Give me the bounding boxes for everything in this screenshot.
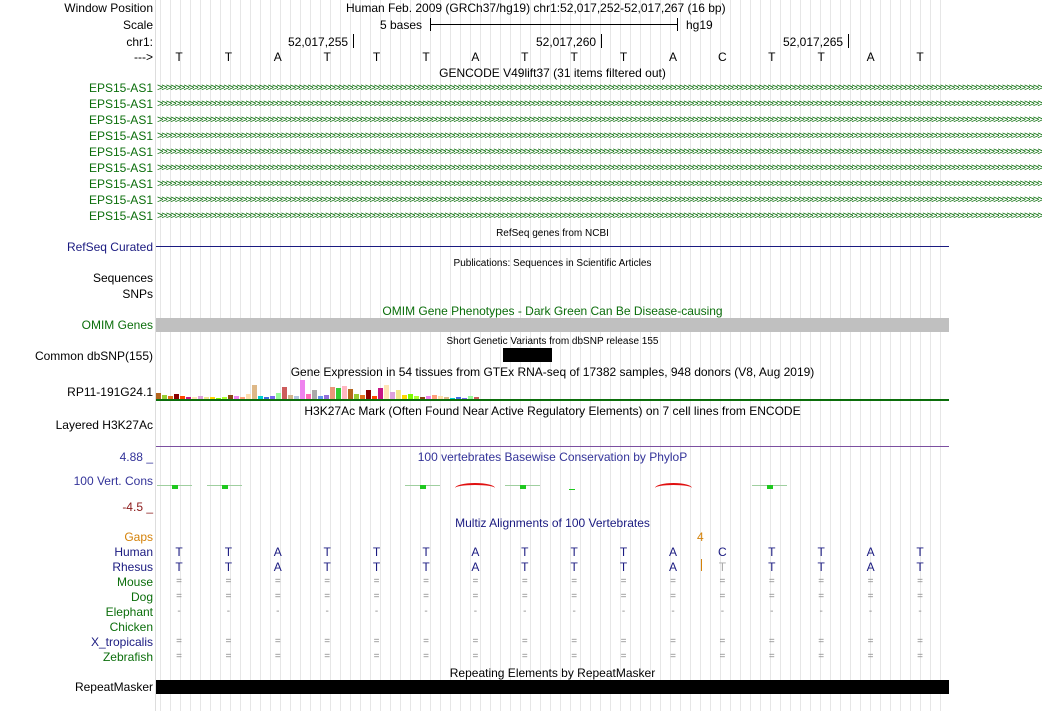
multiz-species-label[interactable]: Chicken: [109, 620, 153, 634]
alignment-match-symbol: =: [324, 651, 331, 662]
alignment-match-symbol: -: [572, 606, 576, 617]
gtex-tissue-bar[interactable]: [396, 390, 401, 399]
assembly-label: hg19: [686, 18, 713, 32]
alignment-match-symbol: =: [867, 576, 874, 587]
alignment-match-symbol: =: [274, 591, 281, 602]
multiz-species-label[interactable]: Rhesus: [112, 560, 153, 574]
alignment-match-symbol: =: [373, 651, 380, 662]
alignment-match-symbol: =: [818, 591, 825, 602]
gencode-transcript[interactable]: >>>>>>>>>>>>>>>>>>>>>>>>>>>>>>>>>>>>>>>>>>>>>>>>>>>>>>>>>>>>>>>>>>>>>>>>>>>>>>>>>>>>>>>>>>>>>>>>>>>>>>>>>>>>>>>>>>>>>>>>>>>>>>>>>>>>>>>>>>>>>>>>>>>>>>>>>>>>>>>>>>>>>>>>>>>>>>>>>>>>>>>>>>>>>>>>>>>>>>>>: [157, 146, 1042, 158]
gtex-tissue-bar[interactable]: [336, 388, 341, 399]
gtex-tissue-bar[interactable]: [384, 385, 389, 399]
gtex-tissue-bar[interactable]: [378, 388, 383, 399]
alignment-match-symbol: -: [177, 606, 181, 617]
repeatmasker-label[interactable]: RepeatMasker: [74, 680, 153, 694]
alignment-match-symbol: -: [325, 606, 329, 617]
base-letter[interactable]: A: [668, 50, 677, 64]
alignment-match-symbol: =: [818, 576, 825, 587]
multiz-species-label[interactable]: Mouse: [116, 575, 153, 589]
alignment-match-symbol: -: [621, 606, 626, 617]
alignment-base: A: [471, 545, 480, 559]
alignment-match-symbol: =: [176, 651, 182, 662]
alignment-match-symbol: =: [768, 576, 775, 587]
alignment-match-symbol: -: [523, 606, 527, 617]
gtex-tissue-bar[interactable]: [300, 380, 305, 399]
alignment-match-symbol: =: [818, 636, 825, 647]
gtex-tissue-bar[interactable]: [330, 387, 335, 399]
alignment-match-symbol: =: [225, 591, 232, 602]
ruler-tick-label: 52,017,255: [288, 35, 349, 49]
gtex-track-title: Gene Expression in 54 tissues from GTEx RNA-seq of 17382 samples, 948 donors (V8, Aug 2019): [290, 365, 815, 379]
multiz-species-label[interactable]: Elephant: [105, 605, 153, 619]
alignment-match-symbol: =: [670, 651, 676, 662]
multiz-gap-count: 4: [697, 530, 704, 544]
window-position-label: Window Position: [64, 1, 153, 15]
gencode-transcript[interactable]: >>>>>>>>>>>>>>>>>>>>>>>>>>>>>>>>>>>>>>>>>>>>>>>>>>>>>>>>>>>>>>>>>>>>>>>>>>>>>>>>>>>>>>>>>>>>>>>>>>>>>>>>>>>>>>>>>>>>>>>>>>>>>>>>>>>>>>>>>>>>>>>>>>>>>>>>>>>>>>>>>>>>>>>>>>>>>>>>>>>>>>>>>>>>>>>>>>>>>>>>: [157, 114, 1042, 126]
phylop-min-label: -4.5 _: [122, 500, 153, 514]
dbsnp-track-title: Short Genetic Variants from dbSNP release 155: [446, 336, 659, 347]
gtex-tissue-bar[interactable]: [348, 389, 353, 399]
alignment-base: A: [668, 560, 677, 574]
alignment-match-symbol: =: [176, 591, 182, 602]
alignment-match-symbol: =: [620, 591, 627, 602]
alignment-base: A: [471, 560, 480, 574]
phylop-max-label: 4.88 _: [119, 450, 153, 464]
gencode-item-label[interactable]: EPS15-AS1: [88, 129, 153, 143]
alignment-base: T: [422, 545, 430, 559]
base-letter[interactable]: T: [422, 50, 430, 64]
alignment-base: A: [668, 545, 677, 559]
alignment-match-symbol: =: [867, 651, 874, 662]
dbsnp-label[interactable]: Common dbSNP(155): [34, 349, 153, 363]
alignment-match-symbol: =: [472, 651, 479, 662]
alignment-base: T: [768, 545, 776, 559]
alignment-match-symbol: =: [521, 636, 528, 647]
gencode-item-label[interactable]: EPS15-AS1: [88, 113, 153, 127]
alignment-base: T: [175, 545, 183, 559]
chrom-label: chr1:: [126, 35, 153, 49]
alignment-base: T: [768, 560, 776, 574]
gencode-transcript[interactable]: >>>>>>>>>>>>>>>>>>>>>>>>>>>>>>>>>>>>>>>>>>>>>>>>>>>>>>>>>>>>>>>>>>>>>>>>>>>>>>>>>>>>>>>>>>>>>>>>>>>>>>>>>>>>>>>>>>>>>>>>>>>>>>>>>>>>>>>>>>>>>>>>>>>>>>>>>>>>>>>>>>>>>>>>>>>>>>>>>>>>>>>>>>>>>>>>>>>>>>>>: [157, 82, 1042, 94]
ruler-tick: [601, 34, 602, 48]
alignment-match-symbol: =: [571, 591, 578, 602]
h3k27ac-label[interactable]: Layered H3K27Ac: [55, 418, 153, 432]
ruler-tick: [353, 34, 354, 48]
base-letter[interactable]: A: [273, 50, 282, 64]
alignment-match-symbol: =: [917, 591, 923, 602]
multiz-species-label[interactable]: Zebrafish: [102, 650, 153, 664]
dbsnp-variant[interactable]: [503, 348, 552, 362]
phylop-track-title: 100 vertebrates Basewise Conservation by PhyloP: [417, 450, 688, 464]
gencode-item-label[interactable]: EPS15-AS1: [88, 81, 153, 95]
alignment-match-symbol: =: [917, 636, 923, 647]
alignment-match-symbol: -: [819, 606, 823, 617]
gtex-tissue-bar[interactable]: [366, 390, 371, 399]
alignment-match-symbol: -: [473, 606, 478, 617]
alignment-match-symbol: =: [620, 636, 627, 647]
alignment-base: T: [372, 545, 381, 559]
alignment-match-symbol: -: [918, 606, 922, 617]
alignment-base: T: [916, 560, 924, 574]
phylop-negative-score[interactable]: [655, 483, 692, 493]
alignment-match-symbol: =: [472, 591, 479, 602]
alignment-match-symbol: -: [868, 606, 873, 617]
base-letter[interactable]: T: [570, 50, 578, 64]
alignment-match-symbol: =: [176, 576, 182, 587]
alignment-match-symbol: =: [324, 636, 331, 647]
alignment-base: T: [175, 560, 183, 574]
omim-gene-bar[interactable]: [156, 318, 949, 332]
gtex-tissue-bar[interactable]: [342, 386, 347, 399]
alignment-match-symbol: =: [768, 591, 775, 602]
multiz-species-label[interactable]: Dog: [130, 590, 153, 604]
strand-label: --->: [134, 50, 153, 64]
gencode-transcript[interactable]: >>>>>>>>>>>>>>>>>>>>>>>>>>>>>>>>>>>>>>>>>>>>>>>>>>>>>>>>>>>>>>>>>>>>>>>>>>>>>>>>>>>>>>>>>>>>>>>>>>>>>>>>>>>>>>>>>>>>>>>>>>>>>>>>>>>>>>>>>>>>>>>>>>>>>>>>>>>>>>>>>>>>>>>>>>>>>>>>>>>>>>>>>>>>>>>>>>>>>>>>: [157, 130, 1042, 142]
phylop-positive-score[interactable]: [520, 485, 526, 489]
alignment-base: T: [323, 545, 331, 559]
multiz-species-label[interactable]: Human: [114, 545, 153, 559]
repeatmasker-element[interactable]: [156, 680, 949, 694]
multiz-species-label[interactable]: X_tropicalis: [90, 635, 153, 649]
refseq-gene-line[interactable]: [156, 246, 949, 247]
gtex-tissue-bar[interactable]: [282, 387, 287, 399]
base-letter[interactable]: T: [768, 50, 776, 64]
position-text: Human Feb. 2009 (GRCh37/hg19) chr1:52,017,252-52,017,267 (16 bp): [346, 1, 726, 15]
alignment-match-symbol: =: [917, 651, 923, 662]
alignment-match-symbol: -: [374, 606, 379, 617]
phylop-positive-score[interactable]: [172, 485, 178, 489]
gtex-tissue-bar[interactable]: [390, 392, 395, 399]
alignment-match-symbol: =: [521, 591, 528, 602]
gtex-label[interactable]: RP11-191G24.1: [67, 385, 153, 399]
base-letter[interactable]: T: [521, 50, 529, 64]
alignment-match-symbol: =: [423, 591, 429, 602]
base-letter[interactable]: T: [916, 50, 924, 64]
alignment-match-symbol: =: [373, 591, 380, 602]
alignment-base: T: [619, 560, 628, 574]
alignment-base: A: [866, 545, 875, 559]
alignment-match-symbol: =: [571, 636, 578, 647]
alignment-match-symbol: =: [472, 636, 479, 647]
alignment-match-symbol: =: [917, 576, 923, 587]
alignment-match-symbol: =: [423, 651, 429, 662]
alignment-match-symbol: -: [770, 606, 774, 617]
alignment-match-symbol: =: [768, 636, 775, 647]
alignment-match-symbol: =: [225, 636, 232, 647]
alignment-match-symbol: =: [818, 651, 825, 662]
gencode-transcript[interactable]: >>>>>>>>>>>>>>>>>>>>>>>>>>>>>>>>>>>>>>>>>>>>>>>>>>>>>>>>>>>>>>>>>>>>>>>>>>>>>>>>>>>>>>>>>>>>>>>>>>>>>>>>>>>>>>>>>>>>>>>>>>>>>>>>>>>>>>>>>>>>>>>>>>>>>>>>>>>>>>>>>>>>>>>>>>>>>>>>>>>>>>>>>>>>>>>>>>>>>>>>: [157, 162, 1042, 174]
alignment-base: T: [718, 560, 727, 574]
base-letter[interactable]: T: [817, 50, 825, 64]
alignment-match-symbol: =: [719, 576, 726, 587]
label-column-divider: [155, 0, 156, 711]
alignment-match-symbol: =: [867, 636, 874, 647]
alignment-base: T: [224, 560, 233, 574]
alignment-base: T: [372, 560, 381, 574]
alignment-match-symbol: -: [226, 606, 231, 617]
alignment-base: C: [718, 545, 727, 559]
gtex-gene-line: [156, 399, 949, 401]
alignment-match-symbol: =: [274, 636, 281, 647]
scale-bar-right-end: [677, 18, 678, 31]
alignment-base: T: [521, 560, 529, 574]
alignment-match-symbol: =: [274, 576, 281, 587]
refseq-label[interactable]: RefSeq Curated: [66, 240, 153, 254]
alignment-match-symbol: -: [424, 606, 428, 617]
base-letter[interactable]: A: [471, 50, 480, 64]
publications-snps-label[interactable]: SNPs: [122, 287, 153, 301]
gencode-track-title: GENCODE V49lift37 (31 items filtered out): [439, 66, 666, 80]
gencode-transcript[interactable]: >>>>>>>>>>>>>>>>>>>>>>>>>>>>>>>>>>>>>>>>>>>>>>>>>>>>>>>>>>>>>>>>>>>>>>>>>>>>>>>>>>>>>>>>>>>>>>>>>>>>>>>>>>>>>>>>>>>>>>>>>>>>>>>>>>>>>>>>>>>>>>>>>>>>>>>>>>>>>>>>>>>>>>>>>>>>>>>>>>>>>>>>>>>>>>>>>>>>>>>>: [157, 178, 1042, 190]
repeatmasker-track-title: Repeating Elements by RepeatMasker: [449, 666, 656, 680]
alignment-match-symbol: =: [373, 576, 380, 587]
gencode-item-label[interactable]: EPS15-AS1: [88, 145, 153, 159]
alignment-match-symbol: =: [176, 636, 182, 647]
alignment-match-symbol: =: [521, 651, 528, 662]
gencode-item-label[interactable]: EPS15-AS1: [88, 97, 153, 111]
scale-label: Scale: [122, 18, 153, 32]
alignment-base: T: [916, 545, 924, 559]
gencode-item-label[interactable]: EPS15-AS1: [88, 161, 153, 175]
alignment-base: T: [817, 545, 825, 559]
alignment-match-symbol: =: [373, 636, 380, 647]
alignment-match-symbol: =: [768, 651, 775, 662]
gencode-transcript[interactable]: >>>>>>>>>>>>>>>>>>>>>>>>>>>>>>>>>>>>>>>>>>>>>>>>>>>>>>>>>>>>>>>>>>>>>>>>>>>>>>>>>>>>>>>>>>>>>>>>>>>>>>>>>>>>>>>>>>>>>>>>>>>>>>>>>>>>>>>>>>>>>>>>>>>>>>>>>>>>>>>>>>>>>>>>>>>>>>>>>>>>>>>>>>>>>>>>>>>>>>>>: [157, 194, 1042, 206]
gencode-transcript[interactable]: >>>>>>>>>>>>>>>>>>>>>>>>>>>>>>>>>>>>>>>>>>>>>>>>>>>>>>>>>>>>>>>>>>>>>>>>>>>>>>>>>>>>>>>>>>>>>>>>>>>>>>>>>>>>>>>>>>>>>>>>>>>>>>>>>>>>>>>>>>>>>>>>>>>>>>>>>>>>>>>>>>>>>>>>>>>>>>>>>>>>>>>>>>>>>>>>>>>>>>>>: [157, 98, 1042, 110]
alignment-match-symbol: =: [620, 651, 627, 662]
base-letter[interactable]: C: [718, 50, 727, 64]
phylop-positive-score[interactable]: [767, 485, 773, 489]
alignment-match-symbol: =: [867, 591, 874, 602]
phylop-positive-score[interactable]: [569, 489, 575, 490]
alignment-match-symbol: =: [719, 591, 726, 602]
scale-bar: [430, 24, 678, 25]
alignment-match-symbol: =: [472, 576, 479, 587]
base-letter[interactable]: T: [224, 50, 233, 64]
base-letter[interactable]: T: [619, 50, 628, 64]
alignment-match-symbol: =: [423, 576, 429, 587]
alignment-base: A: [866, 560, 875, 574]
h3k27ac-track-title: H3K27Ac Mark (Often Found Near Active Regulatory Elements) on 7 cell lines from ENCODE: [304, 404, 801, 418]
alignment-base: A: [273, 545, 282, 559]
phylop-positive-score[interactable]: [420, 485, 426, 489]
alignment-match-symbol: =: [571, 651, 578, 662]
alignment-match-symbol: =: [225, 651, 232, 662]
ruler-tick: [848, 34, 849, 48]
phylop-label[interactable]: 100 Vert. Cons: [73, 474, 153, 488]
alignment-match-symbol: =: [670, 576, 676, 587]
alignment-match-symbol: =: [521, 576, 528, 587]
alignment-match-symbol: =: [719, 636, 726, 647]
alignment-base: T: [619, 545, 628, 559]
publications-sequences-label[interactable]: Sequences: [92, 271, 153, 285]
alignment-base: T: [422, 560, 430, 574]
alignment-match-symbol: -: [276, 606, 280, 617]
refseq-track-title: RefSeq genes from NCBI: [496, 228, 609, 239]
alignment-match-symbol: =: [274, 651, 281, 662]
alignment-base: T: [817, 560, 825, 574]
alignment-match-symbol: =: [620, 576, 627, 587]
alignment-match-symbol: =: [423, 636, 429, 647]
alignment-match-symbol: -: [671, 606, 675, 617]
gtex-tissue-bar[interactable]: [252, 385, 257, 399]
alignment-base: T: [570, 560, 578, 574]
alignment-base: T: [570, 545, 578, 559]
alignment-match-symbol: =: [670, 636, 676, 647]
multiz-track-title: Multiz Alignments of 100 Vertebrates: [455, 516, 650, 530]
alignment-match-symbol: =: [225, 576, 232, 587]
alignment-match-symbol: =: [324, 576, 331, 587]
alignment-base: T: [521, 545, 529, 559]
alignment-match-symbol: =: [719, 651, 726, 662]
gencode-item-label[interactable]: EPS15-AS1: [88, 193, 153, 207]
alignment-base: A: [273, 560, 282, 574]
base-letter[interactable]: A: [866, 50, 875, 64]
alignment-match-symbol: =: [571, 576, 578, 587]
phylop-negative-score[interactable]: [455, 483, 495, 493]
gencode-item-label[interactable]: EPS15-AS1: [88, 209, 153, 223]
alignment-base: T: [323, 560, 331, 574]
base-letter[interactable]: T: [175, 50, 183, 64]
base-letter[interactable]: T: [323, 50, 331, 64]
omim-track-title: OMIM Gene Phenotypes - Dark Green Can Be Disease-causing: [382, 304, 723, 318]
scale-text: 5 bases: [380, 18, 423, 32]
gencode-transcript[interactable]: >>>>>>>>>>>>>>>>>>>>>>>>>>>>>>>>>>>>>>>>>>>>>>>>>>>>>>>>>>>>>>>>>>>>>>>>>>>>>>>>>>>>>>>>>>>>>>>>>>>>>>>>>>>>>>>>>>>>>>>>>>>>>>>>>>>>>>>>>>>>>>>>>>>>>>>>>>>>>>>>>>>>>>>>>>>>>>>>>>>>>>>>>>>>>>>>>>>>>>>>: [157, 210, 1042, 222]
phylop-positive-score[interactable]: [222, 485, 228, 489]
base-letter[interactable]: T: [372, 50, 381, 64]
alignment-match-symbol: =: [670, 591, 676, 602]
multiz-gaps-label: Gaps: [124, 530, 153, 544]
ruler-tick-label: 52,017,265: [783, 35, 844, 49]
gencode-item-label[interactable]: EPS15-AS1: [88, 177, 153, 191]
h3k27ac-baseline: [156, 446, 949, 447]
omim-label[interactable]: OMIM Genes: [81, 318, 153, 332]
alignment-match-symbol: =: [324, 591, 331, 602]
scale-bar-left-end: [430, 18, 431, 31]
publications-track-title: Publications: Sequences in Scientific Articles: [453, 258, 652, 269]
ruler-tick-label: 52,017,260: [536, 35, 597, 49]
gtex-tissue-bar[interactable]: [312, 390, 317, 399]
multiz-gap-marker: [701, 559, 702, 571]
alignment-match-symbol: -: [720, 606, 725, 617]
alignment-base: T: [224, 545, 233, 559]
